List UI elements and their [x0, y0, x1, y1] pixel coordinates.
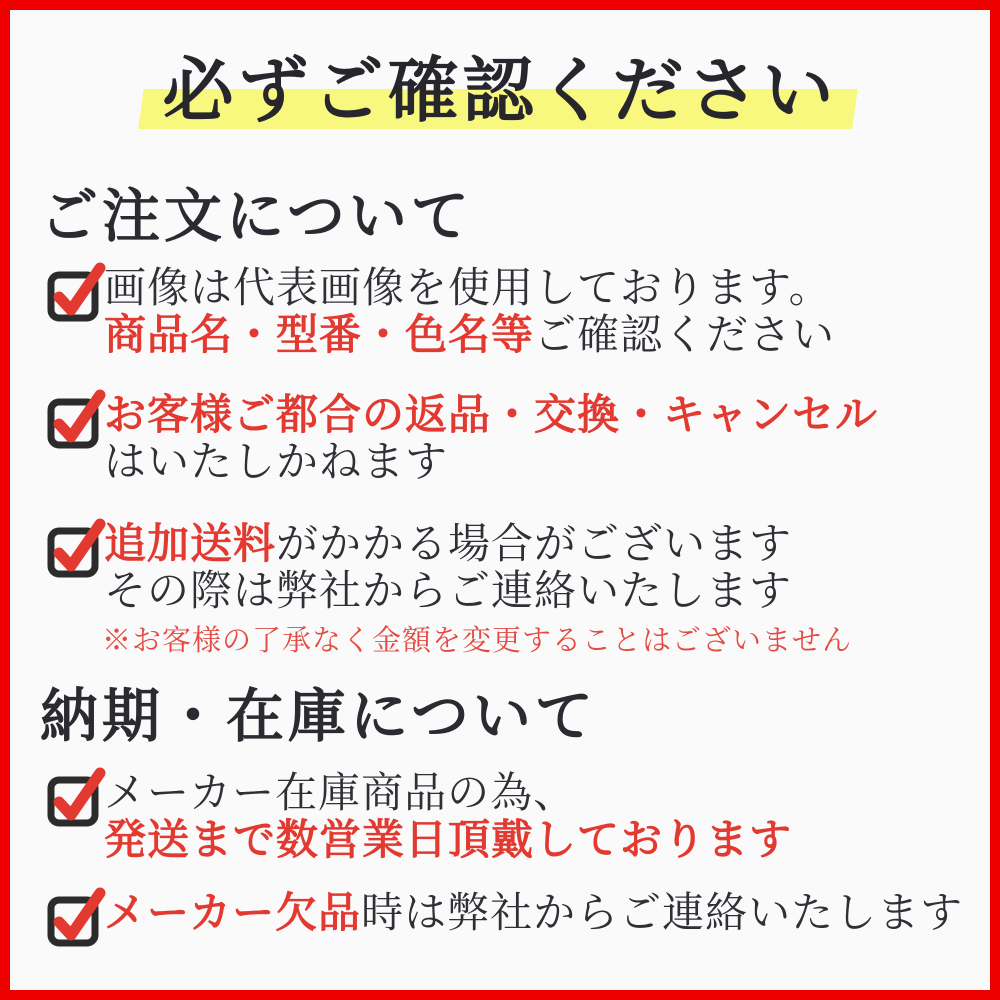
item-text: 時は弊社からご連絡いたします	[361, 888, 964, 937]
item-text: ご確認ください	[534, 310, 836, 359]
item-line	[104, 769, 792, 816]
item-line	[104, 889, 963, 936]
checkbox-checked-icon	[44, 384, 106, 450]
page-title: 必ずご確認ください	[162, 48, 838, 132]
item-line	[104, 311, 835, 358]
checkbox-checked-icon	[44, 762, 106, 828]
list-item	[46, 264, 835, 358]
checkbox-checked-icon	[44, 513, 106, 579]
list-item	[46, 769, 792, 863]
item-footnote: ※お客様の了承なく金額を変更することはございません	[102, 623, 853, 657]
list-item	[46, 889, 963, 936]
item-line	[104, 438, 878, 485]
section-heading-orders: ご注文について	[40, 182, 473, 250]
title-block	[0, 34, 1000, 136]
item-line	[104, 391, 878, 438]
section-heading-delivery-stock: 納期・在庫について	[40, 682, 597, 750]
item-text-emphasis: 商品名・型番・色名等	[104, 310, 535, 359]
item-text-emphasis: 発送まで数営業日頂戴しております	[104, 815, 793, 864]
item-text-emphasis: 追加送料	[104, 519, 277, 568]
item-line	[104, 816, 792, 863]
list-item	[46, 391, 878, 485]
item-line	[104, 264, 835, 311]
item-text: 画像は代表画像を使用しております。	[104, 263, 832, 312]
checkbox-checked-icon	[44, 257, 106, 323]
checkbox-checked-icon	[44, 882, 106, 948]
item-text: メーカー在庫商品の為、	[104, 768, 577, 817]
item-line	[104, 567, 852, 614]
item-text-emphasis: お客様ご都合の返品・交換・キャンセル	[104, 390, 879, 439]
item-text: その際は弊社からご連絡いたします	[104, 566, 793, 615]
item-text: はいたしかねます	[104, 437, 449, 486]
item-text: がかかる場合がございます	[276, 519, 793, 568]
list-item	[46, 520, 852, 657]
item-line	[104, 520, 852, 567]
item-text-emphasis: メーカー欠品	[104, 888, 362, 937]
